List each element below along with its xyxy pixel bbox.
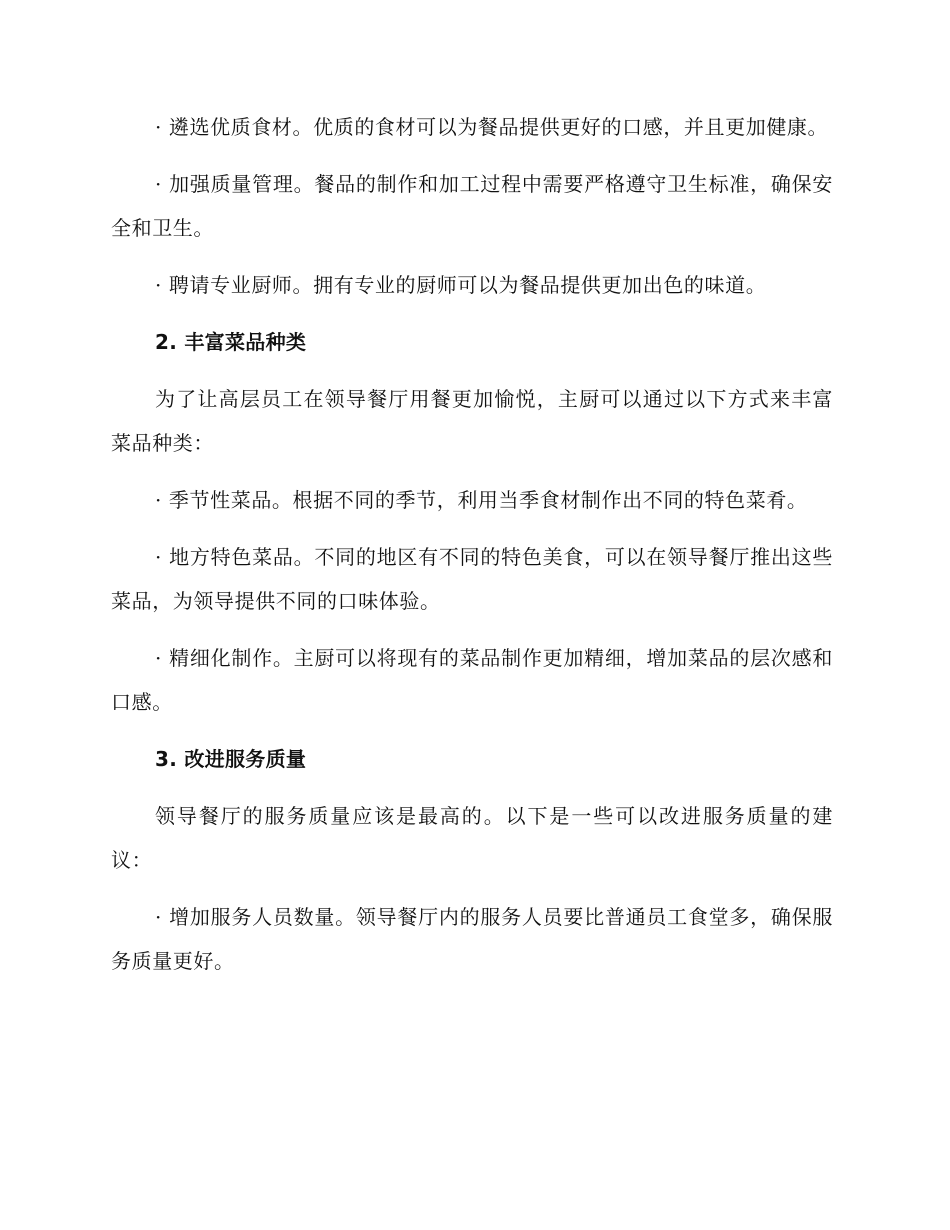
bullet-more-staff: · 增加服务人员数量。领导餐厅内的服务人员要比普通员工食堂多，确保服务质量更好。	[111, 905, 833, 973]
paragraph-service-quality-intro: 领导餐厅的服务质量应该是最高的。以下是一些可以改进服务质量的建议：	[111, 804, 833, 872]
bullet-regional-dishes: · 地方特色菜品。不同的地区有不同的特色美食，可以在领导餐厅推出这些菜品，为领导提供不同的口味体验。	[111, 545, 833, 613]
section-heading-dish-variety: 2. 丰富菜品种类	[155, 330, 307, 354]
bullet-quality-management: · 加强质量管理。餐品的制作和加工过程中需要严格遵守卫生标准，确保安全和卫生。	[111, 172, 833, 240]
section-heading-service-quality: 3. 改进服务质量	[155, 747, 307, 771]
document-body	[111, 105, 833, 996]
bullet-refined-preparation: · 精细化制作。主厨可以将现有的菜品制作更加精细，增加菜品的层次感和口感。	[111, 646, 833, 714]
bullet-select-ingredients: · 遴选优质食材。优质的食材可以为餐品提供更好的口感，并且更加健康。	[155, 115, 829, 139]
bullet-seasonal-dishes: · 季节性菜品。根据不同的季节，利用当季食材制作出不同的特色菜肴。	[155, 488, 808, 512]
paragraph-dish-variety-intro: 为了让高层员工在领导餐厅用餐更加愉悦，主厨可以通过以下方式来丰富菜品种类：	[111, 387, 833, 455]
bullet-hire-chefs: · 聘请专业厨师。拥有专业的厨师可以为餐品提供更加出色的味道。	[155, 273, 767, 297]
